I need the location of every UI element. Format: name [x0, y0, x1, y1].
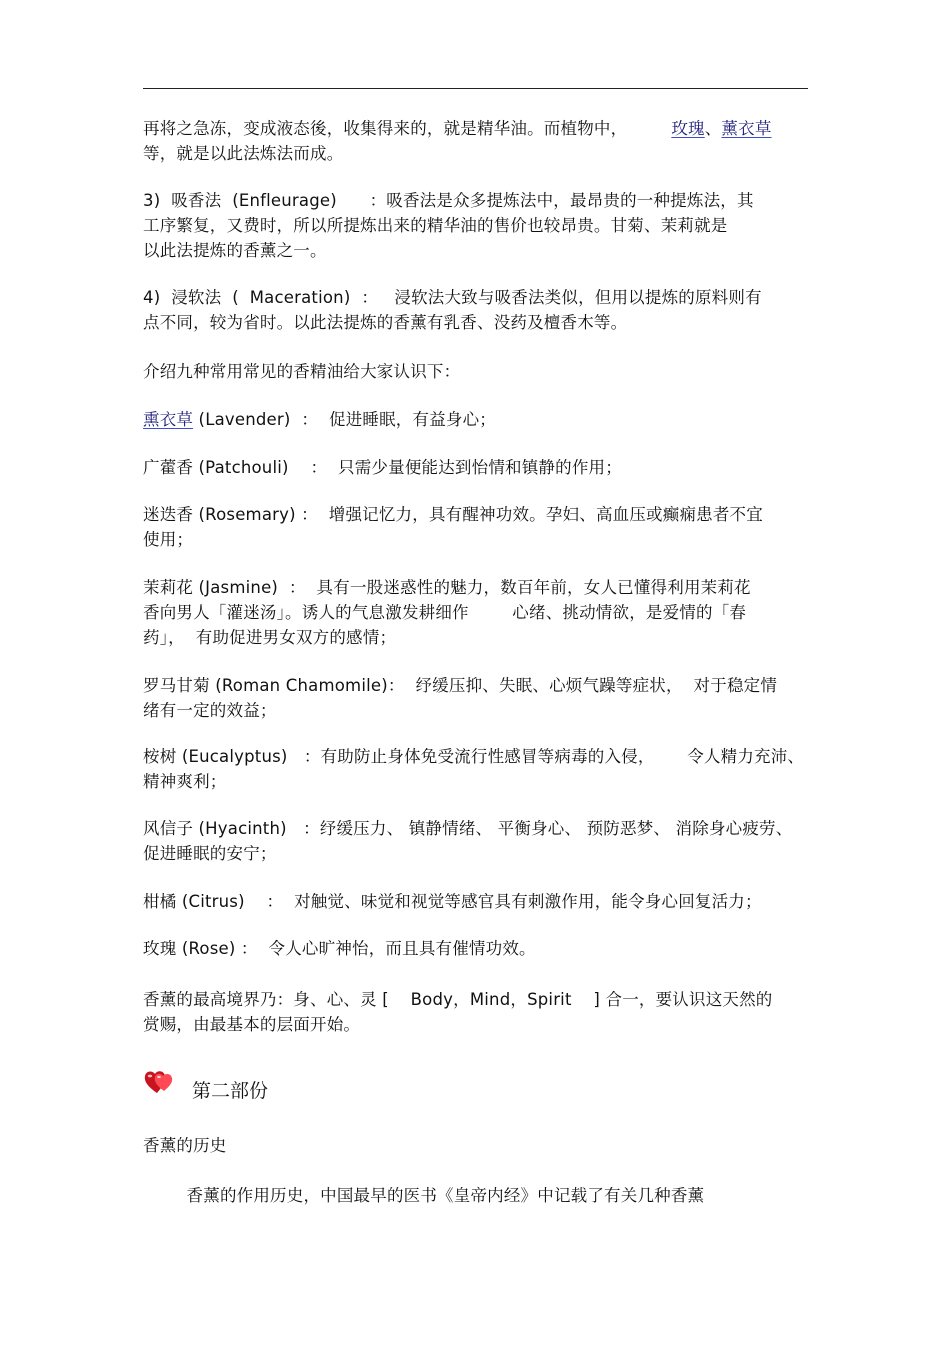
text-line: 桉树 (Eucalyptus) ：有助防止身体免受流行性感冒等病毒的入侵， 令人精力充沛、: [143, 747, 805, 766]
text-line: 广藿香 (Patchouli) ： 只需少量便能达到怡情和镇静的作用；: [143, 458, 622, 477]
text-line: 赏赐，由最基本的层面开始。: [143, 1015, 361, 1034]
text-line: 以此法提炼的香薰之一。: [143, 241, 327, 260]
section-heading: 第二部份: [192, 1080, 269, 1102]
text-line: 点不同，较为省时。以此法提炼的香薰有乳香、没药及檀香木等。: [143, 313, 628, 332]
text-line: 香向男人「灌迷汤」。诱人的气息激发耕细作 心绪、挑动情欲，是爱情的「春: [143, 603, 747, 622]
text-line: 香薰的作用历史，中国最早的医书《皇帝内经》中记载了有关几种香薰: [143, 1186, 705, 1205]
text-line: 茉莉花 (Jasmine) ： 具有一股迷惑性的魅力，数百年前，女人已懂得利用茉莉花: [143, 578, 751, 597]
heart-icon: [143, 1067, 175, 1097]
text-line: 香薰的历史: [143, 1136, 227, 1155]
text-line: 促进睡眠的安宁；: [143, 844, 277, 863]
text-line: 等，就是以此法炼法而成。: [143, 144, 344, 163]
text-line: 柑橘 (Citrus) ： 对触觉、味觉和视觉等感官具有刺激作用，能令身心回复活力；: [143, 892, 762, 911]
text-line: 香薰的最高境界乃：身、心、灵 [ Body，Mind，Spirit ] 合一，要认识这天然的: [143, 990, 773, 1009]
link-lavender-2[interactable]: 熏衣草: [143, 410, 194, 429]
text-line: 工序繁复，又费时，所以所提炼出来的精华油的售价也较昂贵。甘菊、茉莉就是: [143, 216, 728, 235]
text-line: 罗马甘菊 (Roman Chamomile)： 纾缓压抑、失眠、心烦气躁等症状， 对于稳定情: [143, 676, 778, 695]
header-rule: [143, 88, 808, 89]
text-line: 使用；: [143, 530, 194, 549]
text-line: 迷迭香 (Rosemary) ： 增强记忆力，具有醒神功效。孕妇、高血压或癫痫患者不宜: [143, 505, 763, 524]
text-line: 介绍九种常用常见的香精油给大家认识下：: [143, 362, 461, 381]
text-line: 风信子 (Hyacinth) ：纾缓压力、 镇静情绪、 平衡身心、 预防恶梦、 消除身心疲劳、: [143, 819, 793, 838]
text-line: 4) 浸软法 ( Maceration) ： 浸软法大致与吸香法类似，但用以提炼的原料则有: [143, 288, 762, 307]
text-line: 药」， 有助促进男女双方的感情；: [143, 628, 397, 647]
link-rose[interactable]: 玫瑰: [671, 119, 705, 138]
text-line: 精神爽利；: [143, 772, 227, 791]
text-line: 再将之急冻，变成液态後，收集得来的，就是精华油。而植物中， 玫瑰、薰衣草: [143, 119, 772, 138]
text-line: 玫瑰 (Rose) ： 令人心旷神怡，而且具有催情功效。: [143, 939, 536, 958]
text-line: 绪有一定的效益；: [143, 701, 277, 720]
text-line: 熏衣草 (Lavender) ： 促进睡眠，有益身心；: [143, 410, 496, 429]
link-lavender[interactable]: 薰衣草: [721, 119, 772, 138]
text-line: 3) 吸香法 (Enfleurage) ：吸香法是众多提炼法中，最昂贵的一种提炼法，其: [143, 191, 754, 210]
